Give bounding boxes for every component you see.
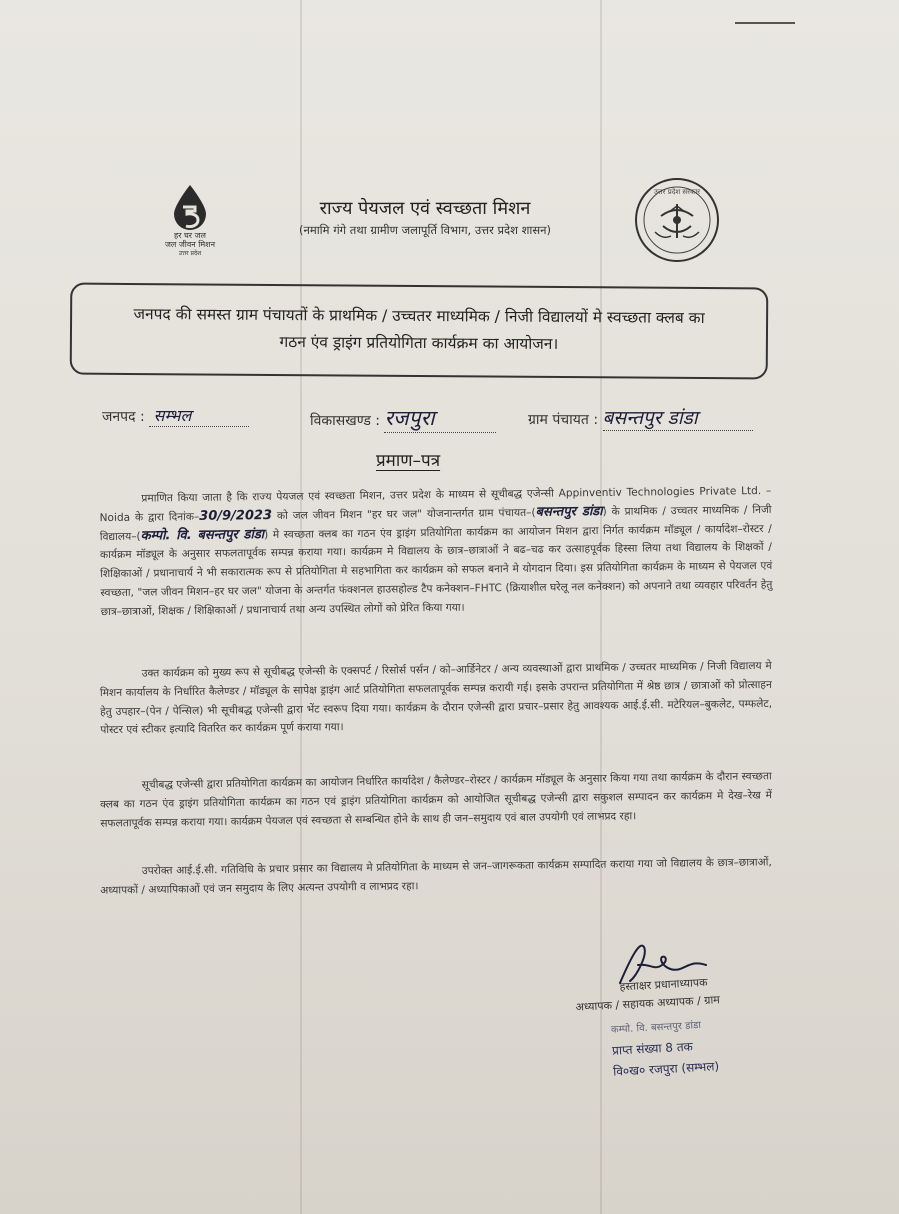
certificate-paragraph <box>99 482 773 622</box>
signature-block <box>574 969 796 1016</box>
logo-caption: जल जीवन मिशन <box>164 240 216 249</box>
certificate-paragraph: उक्त कार्यक्रम को मुख्य रूप से सूचीबद्ध एजेन्सी के एक्सपर्ट / रिसोर्स पर्सन / को–आर्डिनेटर / अन्य व्यवस्थाओं द्वारा प्राथमिक / उच्चतर माध्यमिक / निजी विद्यालय मे मिशन कार्यालय के निर्धारित कैलेण्डर / मॉड्यूल के सापेक्ष ड्राइंग आर्ट प्रतियोगिता सफलतापूर्वक सम्पन्न करायी गई। इसके उपरान्त प्रतियोगिता में श्रेष्ठ छात्र / छात्राओं को प्रोत्साहन हेतु उपहार–(पेन / पेन्सिल) भी सूचीबद्ध एजेन्सी द्वारा भेंट स्वरूप दिया गया। कार्यक्रम के दौरान एजेन्सी द्वारा प्रचार–प्रसार हेतु आवश्यक आई.ई.सी. मटेरियल–बुकलेट, पम्फलेट, पोस्टर एवं स्टीकर इत्यादि वितरित कर कार्यक्रम पूर्ण कराया गया। <box>99 659 773 737</box>
gram-panchayat-field <box>528 404 753 431</box>
janpad-value: सम्भल <box>153 406 192 425</box>
signature-line: अध्यापक / सहायक अध्यापक / ग्राम <box>575 993 721 1014</box>
stamp-line: प्राप्त संख्या 8 तक <box>611 1039 694 1058</box>
certificate-paragraph: सूचीबद्ध एजेन्सी द्वारा प्रतियोगिता कार्यक्रम का आयोजन निर्धारित कार्यादेश / कैलेण्डर–रोस्टर / कार्यक्रम मॉड्यूल के अनुसार किया गया तथा कार्यक्रम के दौरान स्वच्छता क्लब का गठन एंव ड्राइंग प्रतियोगिता कार्यक्रम का गठन एवं ड्राइंग प्रतियोगिता कार्यक्रम को आयोजित सूचीबद्ध एजेन्सी द्वारा सकुशल सम्पादन कर कार्यक्रम मे देख–रेख में सफलतापूर्वक सम्पन्न कराया गया। कार्यक्रम पेयजल एवं स्वच्छता से सम्बन्धित होने के साथ ही जन–समुदाय एवं बाल उपयोगी एवं लाभप्रद रहा। <box>99 770 773 830</box>
stamp-line: कम्पो. वि. बसन्तपुर डांडा <box>610 1020 702 1036</box>
school-stamp <box>610 1010 793 1082</box>
paragraph-text: प्रमाणित किया जाता है कि राज्य पेयजल एवं स्वच्छता मिशन, उत्तर प्रदेश के माध्यम से सूचीबद्ध एजेन्सी Appinventiv Technologies Private Ltd. – Noida के द्वारा दिनांक– <box>99 484 772 524</box>
gram-panchayat-label: ग्राम पंचायत : <box>528 412 599 428</box>
jal-jeevan-mission-logo <box>150 183 230 268</box>
up-government-seal <box>633 176 721 264</box>
paragraph-text: ) के प्राथमिक / उच्चतर माध्यमिक / निजी विद्यालय–( <box>99 503 772 543</box>
water-drop-icon <box>170 183 210 231</box>
program-date: 30/9/2023 <box>199 507 273 524</box>
paragraph-text: को जल जीवन मिशन "हर घर जल" योजनान्तर्गत ग्राम पंचायत–( <box>276 506 536 522</box>
program-title-box <box>70 283 769 380</box>
school-name-fill: कम्पो. वि. बसन्तपुर डांडा <box>140 526 265 544</box>
janpad-label: जनपद : <box>102 409 145 425</box>
certificate-paragraph: उपरोक्त आई.ई.सी. गतिविधि के प्रचार प्रसार का विद्यालय मे प्रतियोगिता के माध्यम से जन–जागरूकता कार्यक्रम सम्पादित कराया गया जो विद्यालय के छात्र–छात्राओं, अध्यापकों / अध्यापिकाओं एवं जन समुदाय के लिए अत्यन्त उपयोगी व लाभप्रद रहा। <box>100 856 772 897</box>
vikaskhand-value: रजपुरा <box>384 406 435 430</box>
gram-panchayat-value: बसन्तपुर डांडा <box>602 407 698 429</box>
pen-mark <box>735 22 795 24</box>
program-title-line: गठन एंव ड्राइंग प्रतियोगिता कार्यक्रम का आयोजन। <box>279 333 559 353</box>
program-title-line: जनपद की समस्त ग्राम पंचायतों के प्राथमिक / उच्चतर माध्यमिक / निजी विद्यालयों मे स्वच्छता क्लब का <box>133 305 705 327</box>
logo-caption: हर घर जल <box>174 231 206 240</box>
janpad-field <box>102 404 249 427</box>
signature-line: हस्ताक्षर प्रधानाध्यापक <box>619 975 708 994</box>
gram-panchayat-fill: बसन्तपुर डांडा <box>535 503 603 520</box>
page-subtitle: (नमामि गंगे तथा ग्रामीण जलापूर्ति विभाग, उत्तर प्रदेश शासन) <box>298 223 552 237</box>
vikaskhand-field <box>310 404 496 433</box>
certificate-title: प्रमाण–पत्र <box>376 451 441 471</box>
logo-caption: उत्तर प्रदेश <box>178 250 202 257</box>
paragraph-text: ) मे स्वच्छता क्लब का गठन एंव ड्राइंग प्रतियोगिता कार्यक्रम का आयोजन मिशन द्वारा निर्गत कार्यक्रम मॉड्यूल / कार्यादेश–रोस्टर / कार्यक्रम मॉड्यूल के अनुसार सफलतापूर्वक सम्पन्न कराया गया। कार्यक्रम मे विद्यालय के छात्र–छात्राओं ने बढ–चढ कर उत्साहपूर्वक हिस्सा लिया तथा विद्यालय के शिक्षकों / शिक्षिकाओं / प्रधानाचार्य ने भी सकारात्मक रूप से प्रतियोगिता मे सहभागिता कर कार्यक्रम को सफल बनाने मे योगदान दिया। इस प्रतियोगिता कार्यक्रम के माध्यम से पेयजल एवं स्वच्छता, "जल जीवन मिशन–हर घर जल" योजना के अन्तर्गत फंक्शनल हाउसहोल्ड टैप कनेक्शन–FHTC (क्रियाशील घरेलू नल कनेक्शन) को अपनाने तथा व्यवहार परिवर्तन हेतु छात्र–छात्राओं, शिक्षक / शिक्षिकाओं / प्रधानाचार्य तथा अन्य उपस्थित लोगों को प्रेरित किया गया। <box>99 522 773 618</box>
page-title: राज्य पेयजल एवं स्वच्छता मिशन <box>319 198 531 219</box>
seal-text: उत्तर प्रदेश सरकार <box>653 188 701 196</box>
vikaskhand-label: विकासखण्ड : <box>310 413 381 429</box>
stamp-line: वि०ख० रजपुरा (सम्भल) <box>612 1059 720 1079</box>
